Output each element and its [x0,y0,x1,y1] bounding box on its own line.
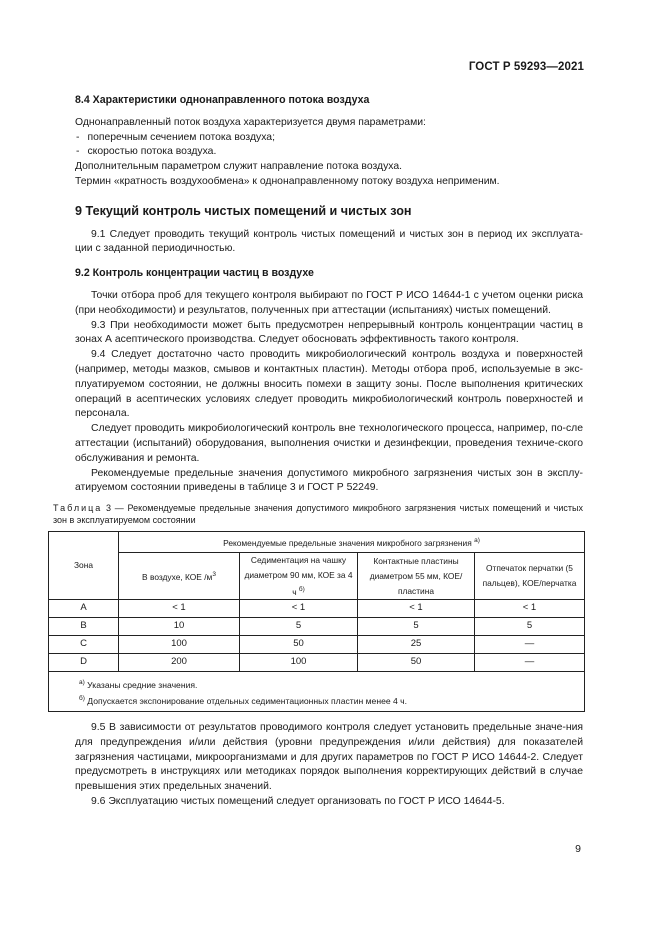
table-caption-text: 3 — Рекомендуемые предельные значения допустимого микробного загрязнения чистых помещений и чистых зон в эксплуатируемом состоянии [53,503,583,525]
note-a-mark: а) [79,679,85,687]
cell-zone: С [49,636,119,654]
header-air-label: В воздухе, КОЕ /м [142,571,213,582]
table-notes [49,672,585,712]
page-content [53,93,583,810]
header-contact-plates: Контактные пластины диаметром 55 мм, КОЕ/пластина [358,553,475,600]
note-b [79,692,576,708]
cell-value: 200 [119,654,240,672]
list-item: - поперечным сечением потока воздуха; [75,131,583,146]
paragraph-9-4-b: Следует проводить микробиологический контроль вне технологического процесса, например, по-сле аттестации (испытаний) оборудования, выполнения очистки и дезинфекции, проведения техниче-ского обслуживания и ремонта. [75,423,583,464]
cell-value: < 1 [358,600,475,618]
cell-value: 5 [475,618,585,636]
paragraph-9-6: 9.6 Эксплуатацию чистых помещений следует организовать по ГОСТ Р ИСО 14644-5. [91,796,505,808]
header-sedimentation [240,553,358,600]
paragraph-9-2: Точки отбора проб для текущего контроля выбирают по ГОСТ Р ИСО 14644-1 с учетом оценки риска (при необходимости) и результатов, полученных при аттестации (испытаниях) чистых помещений. [75,289,583,316]
header-zone: Зона [49,532,119,600]
cell-value: 100 [240,654,358,672]
cell-value: — [475,636,585,654]
section-9-2-heading: 9.2 Контроль концентрации частиц в воздухе [75,267,314,280]
paragraph-9-4-c: Рекомендуемые предельные значения допустимого микробного загрязнения чистых зон в эксплу-атируемом состоянии приведены в таблице 3 и ГОСТ Р 52249. [75,467,583,494]
paragraph-9-5: 9.5 В зависимости от результатов проводимого контроля следует установить предельные значе-ния для предупреждения и/или действия (уровни предупреждения и/или действия) для показателей загрязнения частицами, микроорганизмами и для других параметров по ГОСТ Р ИСО 14644-2. Следует предусмотреть в инструкциях или методиках порядок выполнения корректирующих действий в случае превышения этих предельных значений. [75,722,583,793]
cell-value: < 1 [475,600,585,618]
table-caption [53,503,583,526]
cell-value: 5 [358,618,475,636]
note-b-mark: б) [79,695,85,703]
cell-value: < 1 [119,600,240,618]
footnote-mark-b: б) [298,585,305,593]
table-notes-row [49,672,585,712]
paragraph-9-4: 9.4 Следует достаточно часто проводить микробиологический контроль воздуха и поверхностей (например, методы мазков, смывов и контактных пластин). Методы отбора проб, используемые в экс-плуатируемом состоянии, не должны вносить помехи в защиту зоны. После выполнения критических операций в асептических условиях следует проводить микробиологический контроль поверхностей и персонала. [75,349,583,420]
table-header-row [49,532,585,553]
note-a-text: Указаны средние значения. [87,680,198,691]
cell-value: — [475,654,585,672]
cell-value: 50 [240,636,358,654]
note-a [79,676,576,692]
paragraph: Однонаправленный поток воздуха характеризуется двумя параметрами: [75,116,426,128]
header-glove-print: Отпечаток перчатки (5 пальцев), КОЕ/перчатка [475,553,585,600]
header-group-label: Рекомендуемые предельные значения микробного загрязнения [223,537,472,548]
note-b-text: Допускается экспонирование отдельных седиментационных пластин менее 4 ч. [87,696,408,707]
table-row [49,636,585,654]
header-air-sup: 3 [212,570,216,578]
table-row [49,654,585,672]
cell-value: 10 [119,618,240,636]
paragraph-9-1: 9.1 Следует проводить текущий контроль чистых помещений и чистых зон в период их эксплуата-ции с заданной периодичностью. [75,228,583,255]
header-group [119,532,585,553]
table-row [49,600,585,618]
cell-zone: А [49,600,119,618]
section-8-4-heading: 8.4 Характеристики однонаправленного потока воздуха [75,94,370,106]
cell-zone: D [49,654,119,672]
cell-value: 100 [119,636,240,654]
paragraph: Дополнительным параметром служит направление потока воздуха. [75,161,403,173]
header-sedimentation-label: Седиментация на чашку диаметром 90 мм, КОЕ за 4 ч [244,555,353,597]
list-item: - скоростью потока воздуха. [75,145,583,160]
cell-value: 25 [358,636,475,654]
cell-value: 50 [358,654,475,672]
cell-zone: В [49,618,119,636]
header-air [119,553,240,600]
table-row [49,618,585,636]
paragraph: Термин «кратность воздухообмена» к однонаправленному потоку воздуха неприменим. [75,175,500,187]
page-number: 9 [575,843,581,855]
table-caption-label: Таблица [53,503,103,514]
section-9-heading: 9 Текущий контроль чистых помещений и чистых зон [75,203,412,218]
footnote-mark-a: а) [474,536,480,544]
table-subheader-row [49,553,585,600]
cell-value: < 1 [240,600,358,618]
paragraph-9-3: 9.3 При необходимости может быть предусмотрен непрерывный контроль концентрации частиц в зонах А асептического производства. Следует обосновать эффективность такого контроля. [75,319,583,346]
cell-value: 5 [240,618,358,636]
document-code: ГОСТ Р 59293—2021 [468,61,584,73]
microbial-limits-table [48,531,585,712]
